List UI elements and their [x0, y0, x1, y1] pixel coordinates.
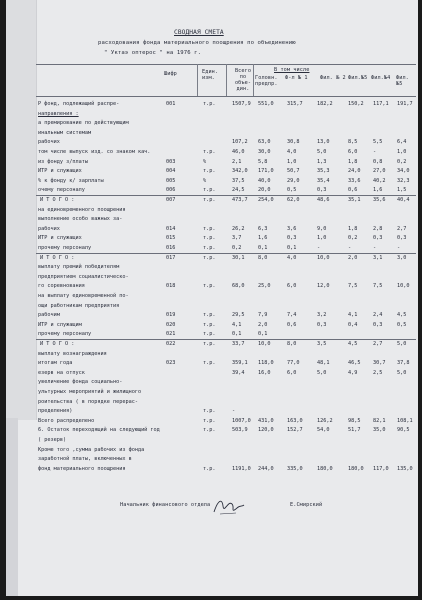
- row-label: прочему персоналу: [38, 245, 92, 251]
- row-value: 10,0: [317, 254, 330, 261]
- col-header-f84: Фил.№4: [371, 75, 391, 81]
- row-label: езерв на отпуск: [38, 369, 85, 376]
- row-label: рабочих: [38, 139, 60, 146]
- col-divider-3: [253, 64, 254, 96]
- col-header-shifr: Шифр: [164, 71, 177, 77]
- row-value: 3,0: [397, 254, 407, 261]
- row-value: 20,0: [258, 187, 271, 194]
- row-value: 16,0: [258, 369, 271, 376]
- table-row: [6, 111, 418, 118]
- row-value: 13,0: [317, 139, 330, 146]
- row-value: 359,1: [232, 360, 248, 367]
- row-value: 90,5: [397, 427, 410, 434]
- row-value: 6,3: [258, 225, 268, 232]
- table-row: [6, 245, 418, 252]
- row-value: 4,1: [348, 312, 358, 319]
- row-label: 6. Остаток переходящий на следующий год: [38, 427, 160, 434]
- row-code: 021: [166, 331, 176, 338]
- row-value: 2,7: [397, 225, 407, 232]
- row-value: 2,0: [258, 321, 268, 328]
- subtitle-line-1: расходования фонда материального поощрения по объединению: [98, 40, 296, 46]
- row-value: 40,2: [373, 177, 386, 184]
- row-label: увеличение фонда социально-: [38, 379, 123, 386]
- row-value: 40,0: [258, 177, 271, 184]
- row-value: -: [373, 245, 377, 251]
- row-value: 0,2: [397, 158, 407, 165]
- row-value: 7,5: [373, 283, 383, 290]
- table-row: [6, 360, 418, 367]
- table-row: [6, 466, 418, 473]
- row-value: 48,6: [317, 197, 330, 203]
- row-code: 015: [166, 235, 176, 242]
- row-label: а премирование по действующим: [38, 120, 129, 127]
- table-row: [6, 456, 418, 463]
- signature-icon: [210, 496, 246, 518]
- table-row: [6, 120, 418, 127]
- row-code: 022: [166, 341, 176, 347]
- row-value: 4,1: [232, 321, 242, 328]
- row-value: 37,8: [397, 360, 410, 367]
- row-value: 473,7: [232, 197, 248, 203]
- row-unit: т.р.: [203, 427, 216, 434]
- row-value: 244,0: [258, 465, 274, 472]
- row-value: 7,9: [258, 312, 268, 319]
- row-unit: т.р.: [203, 235, 216, 242]
- row-value: 29,0: [287, 177, 300, 184]
- row-value: 163,0: [287, 417, 303, 424]
- row-value: 1,0: [287, 158, 297, 165]
- row-value: 6,0: [348, 149, 358, 155]
- table-row: [6, 427, 418, 434]
- table-total-row: [6, 197, 418, 204]
- row-label: роительства ( в порядке перерас-: [38, 398, 138, 405]
- row-value: 34,0: [397, 168, 410, 175]
- row-value: 37,5: [232, 177, 245, 184]
- col-header-incl: В том числе: [274, 67, 310, 73]
- row-value: -: [373, 149, 377, 155]
- row-label: выплату премий победителям: [38, 264, 120, 271]
- row-value: 0,1: [258, 245, 268, 251]
- row-label: заработной платы, включенных в: [38, 456, 132, 463]
- row-unit: %: [203, 158, 207, 165]
- row-value: 3,7: [232, 235, 242, 242]
- table-row: [6, 408, 418, 415]
- row-value: 54,0: [317, 427, 330, 434]
- row-value: 0,6: [287, 321, 297, 328]
- row-value: 62,0: [287, 197, 300, 203]
- row-label: пределения): [38, 408, 73, 415]
- row-value: 0,3: [317, 321, 327, 328]
- row-value: 182,2: [317, 101, 333, 107]
- row-value: 35,0: [373, 427, 386, 434]
- row-value: 0,1: [258, 331, 268, 338]
- table-row: [6, 149, 418, 156]
- row-unit: т.р.: [203, 408, 216, 415]
- table-row: [6, 331, 418, 338]
- total-rule: [36, 253, 416, 254]
- row-value: 6,0: [287, 369, 297, 376]
- row-value: 33,6: [348, 177, 361, 184]
- row-unit: т.р.: [203, 360, 216, 367]
- row-value: 5,0: [317, 369, 327, 376]
- row-label: Р фонд, подлежащий распре-: [38, 101, 120, 107]
- table-row: [6, 101, 418, 108]
- row-value: 0,6: [348, 187, 358, 194]
- row-value: 118,0: [258, 360, 274, 367]
- table-row: [6, 226, 418, 233]
- table-row: [6, 274, 418, 281]
- row-value: 29,5: [232, 312, 245, 319]
- table-row: [6, 437, 418, 444]
- row-code: 016: [166, 245, 176, 251]
- table-row: [6, 418, 418, 425]
- table-row: [6, 187, 418, 194]
- row-value: 30,7: [373, 360, 386, 367]
- table-row: [6, 303, 418, 310]
- row-value: 35,6: [373, 197, 386, 203]
- table-row: [6, 370, 418, 377]
- row-unit: т.р.: [203, 321, 216, 328]
- row-label: И Т О Г О :: [40, 254, 75, 261]
- table-row: [6, 312, 418, 319]
- row-value: 0,4: [348, 321, 358, 328]
- row-value: 150,2: [348, 101, 364, 107]
- row-value: 1,5: [397, 187, 407, 194]
- row-value: 4,9: [348, 369, 358, 376]
- row-value: 8,0: [258, 254, 268, 261]
- row-value: 6,0: [287, 283, 297, 290]
- row-unit: т.р.: [203, 187, 216, 194]
- row-code: 014: [166, 225, 176, 232]
- header-rule-bottom: [36, 96, 416, 97]
- row-value: 35,3: [317, 168, 330, 175]
- row-value: 1,0: [317, 235, 327, 242]
- row-value: 33,7: [232, 341, 245, 347]
- row-value: 0,5: [287, 187, 297, 194]
- row-label: И Т О Г О :: [40, 197, 75, 203]
- row-label: ИТР и служащих: [38, 235, 82, 242]
- row-label: очему персоналу: [38, 187, 85, 194]
- row-unit: т.р.: [203, 417, 216, 424]
- row-value: 254,0: [258, 197, 274, 203]
- row-unit: т.р.: [203, 245, 216, 251]
- row-value: 0,3: [397, 235, 407, 242]
- subtitle-line-2: " Уктаэ оптерос " на 1976 г.: [104, 50, 202, 56]
- row-value: 8,0: [287, 341, 297, 347]
- row-value: 3,6: [287, 225, 297, 232]
- row-value: 551,0: [258, 101, 274, 107]
- row-value: 30,1: [232, 254, 245, 261]
- row-value: 35,1: [348, 197, 361, 203]
- row-label: из фонду з/платы: [38, 158, 88, 165]
- row-code: 007: [166, 197, 176, 203]
- row-value: 1,6: [258, 235, 268, 242]
- row-value: 4,5: [348, 341, 358, 347]
- row-unit: т.р.: [203, 283, 216, 290]
- row-value: 0,8: [373, 158, 383, 165]
- row-value: 107,2: [232, 139, 248, 146]
- row-value: 126,2: [317, 417, 333, 424]
- row-value: 24,0: [348, 168, 361, 175]
- row-value: 5,0: [397, 369, 407, 376]
- row-value: 2,7: [373, 341, 383, 347]
- row-code: 005: [166, 177, 176, 184]
- row-label: на выплату единовременной по-: [38, 293, 129, 299]
- row-unit: т.р.: [203, 168, 216, 175]
- row-value: 315,7: [287, 101, 303, 107]
- row-code: 023: [166, 360, 176, 367]
- row-value: 0,3: [287, 235, 297, 242]
- row-value: 3,2: [317, 312, 327, 319]
- row-value: 0,2: [348, 235, 358, 242]
- row-value: 26,2: [232, 225, 245, 232]
- row-value: 1191,0: [232, 465, 251, 472]
- row-value: -: [232, 408, 236, 415]
- row-value: 8,5: [348, 139, 358, 146]
- row-label: го соревнования: [38, 283, 85, 290]
- row-value: 1,8: [348, 225, 358, 232]
- row-value: 48,1: [317, 360, 330, 367]
- row-value: 46,5: [348, 360, 361, 367]
- col-divider-2: [226, 64, 227, 96]
- col-header-unit: Един. изм.: [202, 69, 219, 81]
- row-value: 117,1: [373, 101, 389, 107]
- row-label: инальным системам: [38, 129, 92, 136]
- table-row: [6, 235, 418, 242]
- row-label: Кроме того ,сумма рабочих из фонда: [38, 446, 145, 453]
- table-row: [6, 351, 418, 358]
- col-header-f85: Фил. №5: [396, 75, 409, 87]
- row-value: 1,0: [397, 149, 407, 155]
- row-label: фонд материального поощрения: [38, 465, 126, 472]
- document-sheet: [6, 0, 418, 596]
- row-value: 5,0: [397, 341, 407, 347]
- row-value: 4,0: [287, 254, 297, 261]
- total-rule: [36, 195, 416, 196]
- row-value: 503,9: [232, 427, 248, 434]
- row-value: 40,4: [397, 197, 410, 203]
- row-value: 7,5: [348, 283, 358, 290]
- table-row: [6, 264, 418, 271]
- row-value: 25,0: [258, 283, 271, 290]
- row-value: 68,0: [232, 283, 245, 290]
- table-row: [6, 216, 418, 223]
- row-value: 63,0: [258, 139, 271, 146]
- row-code: 004: [166, 168, 176, 175]
- row-value: -: [317, 245, 321, 251]
- row-unit: %: [203, 177, 207, 184]
- row-unit: т.р.: [203, 225, 216, 232]
- row-label: ( резерв): [38, 437, 67, 443]
- row-unit: т.р.: [203, 465, 216, 472]
- row-label: И Т О Г О :: [40, 341, 75, 347]
- row-value: 5,8: [258, 158, 268, 165]
- table-row: [6, 293, 418, 300]
- row-value: 117,0: [373, 465, 389, 472]
- row-value: 2,8: [373, 225, 383, 232]
- row-label: предприятием социалистическо-: [38, 273, 129, 280]
- row-value: 46,0: [232, 149, 245, 155]
- row-value: 10,0: [397, 283, 410, 290]
- col-header-total: Всего по объе- дин.: [234, 68, 252, 92]
- row-label: выполнение особо важных за-: [38, 216, 123, 223]
- row-value: 6,4: [397, 139, 407, 146]
- row-code: 020: [166, 321, 176, 328]
- col-header-f25: Фил.№5: [348, 75, 368, 81]
- row-label: том числе выпуск изд. со знаком кач.: [38, 149, 151, 155]
- table-row: [6, 399, 418, 406]
- row-label: ИТР и служащим: [38, 321, 82, 328]
- row-value: 7,4: [287, 312, 297, 319]
- row-label: Всего распределено: [38, 417, 95, 424]
- table-row: [6, 159, 418, 166]
- row-label: ощи работникам предприятия: [38, 302, 120, 309]
- table-row: [6, 130, 418, 137]
- row-label: рабочих: [38, 225, 60, 232]
- row-value: 0,1: [287, 245, 297, 251]
- row-value: 108,1: [397, 417, 413, 424]
- row-unit: т.р.: [203, 341, 216, 347]
- row-value: 30,8: [287, 139, 300, 146]
- row-value: 0,3: [373, 321, 383, 328]
- row-value: 0,3: [373, 235, 383, 242]
- row-value: 2,5: [373, 369, 383, 376]
- lower-page-edge: [6, 418, 18, 596]
- table-row: [6, 178, 418, 185]
- row-value: -: [348, 245, 352, 251]
- table-row: [6, 389, 418, 396]
- row-label: рабочим: [38, 312, 60, 319]
- row-value: 98,5: [348, 417, 361, 424]
- row-value: 1007,0: [232, 417, 251, 424]
- row-value: 171,0: [258, 168, 274, 175]
- row-label: прочему персоналу: [38, 331, 92, 338]
- row-unit: т.р.: [203, 101, 216, 107]
- row-value: 1,6: [373, 187, 383, 194]
- row-value: 1507,9: [232, 101, 251, 107]
- row-unit: т.р.: [203, 331, 216, 338]
- row-value: 30,0: [258, 149, 271, 155]
- row-value: 335,0: [287, 465, 303, 472]
- row-value: 9,0: [317, 225, 327, 232]
- document-title: СВОДНАЯ СМЕТА: [174, 29, 224, 36]
- row-label: выплату вознаграждения: [38, 350, 107, 357]
- row-value: 180,0: [317, 465, 333, 472]
- row-value: 82,1: [373, 417, 386, 424]
- row-value: 77,0: [287, 360, 300, 367]
- row-value: 120,0: [258, 427, 274, 434]
- row-value: 2,0: [348, 254, 358, 261]
- row-label: направления :: [38, 110, 79, 117]
- row-label: на единовременного поощрения: [38, 206, 126, 213]
- row-value: 2,4: [373, 312, 383, 319]
- row-value: 0,1: [232, 331, 242, 338]
- footer-name: Е.Смирский: [290, 502, 323, 508]
- row-value: 32,3: [397, 177, 410, 184]
- table-row: [6, 139, 418, 146]
- row-value: 4,5: [397, 312, 407, 319]
- col-header-f2: Фил. № 2: [320, 75, 346, 81]
- row-value: 0,3: [317, 187, 327, 194]
- row-value: 4,0: [287, 149, 297, 155]
- table-row: [6, 447, 418, 454]
- row-unit: т.р.: [203, 312, 216, 319]
- row-code: 017: [166, 254, 176, 261]
- row-value: 5,5: [373, 139, 383, 146]
- row-value: 342,0: [232, 168, 248, 175]
- row-value: 0,5: [397, 321, 407, 328]
- row-code: 001: [166, 101, 176, 107]
- row-value: 5,0: [317, 149, 327, 155]
- row-code: 006: [166, 187, 176, 194]
- row-value: 0,2: [232, 245, 242, 251]
- col-header-f1: Ф-л № 1: [285, 75, 308, 81]
- row-value: 3,1: [373, 254, 383, 261]
- row-label: ИТР и служащих: [38, 168, 82, 175]
- row-value: 27,0: [373, 168, 386, 175]
- row-value: 152,7: [287, 427, 303, 434]
- col-header-head: Головн. предпр.: [255, 75, 278, 87]
- table-total-row: [6, 341, 418, 348]
- row-value: 135,0: [397, 465, 413, 472]
- row-code: 018: [166, 283, 176, 290]
- row-value: -: [397, 245, 401, 251]
- row-value: 191,7: [397, 101, 413, 107]
- footer-position: Начальник финансового отдела: [120, 502, 211, 508]
- row-value: 35,4: [317, 177, 330, 184]
- row-value: 1,8: [348, 158, 358, 165]
- row-value: 3,5: [317, 341, 327, 347]
- row-value: 39,4: [232, 369, 245, 376]
- row-value: 1,3: [317, 158, 327, 165]
- row-value: 10,0: [258, 341, 271, 347]
- table-row: [6, 207, 418, 214]
- row-label: итогам года: [38, 360, 73, 367]
- row-value: 431,0: [258, 417, 274, 424]
- row-value: 24,5: [232, 187, 245, 194]
- row-value: 2,1: [232, 158, 242, 165]
- row-code: 003: [166, 158, 176, 165]
- row-value: 50,7: [287, 168, 300, 175]
- row-label: ультурных мероприятий и жилищного: [38, 389, 142, 395]
- table-row: [6, 168, 418, 175]
- row-value: 12,0: [317, 283, 330, 290]
- col-divider-1: [197, 64, 198, 96]
- table-row: [6, 322, 418, 329]
- row-value: 180,0: [348, 465, 364, 472]
- row-code: 019: [166, 312, 176, 319]
- row-label: % к фонду к/ зарплаты: [38, 177, 104, 184]
- row-unit: т.р.: [203, 149, 216, 155]
- row-unit: т.р.: [203, 197, 216, 203]
- row-unit: т.р.: [203, 254, 216, 261]
- table-row: [6, 283, 418, 290]
- total-rule: [36, 339, 416, 340]
- table-total-row: [6, 255, 418, 262]
- table-row: [6, 379, 418, 386]
- row-value: 51,7: [348, 427, 361, 434]
